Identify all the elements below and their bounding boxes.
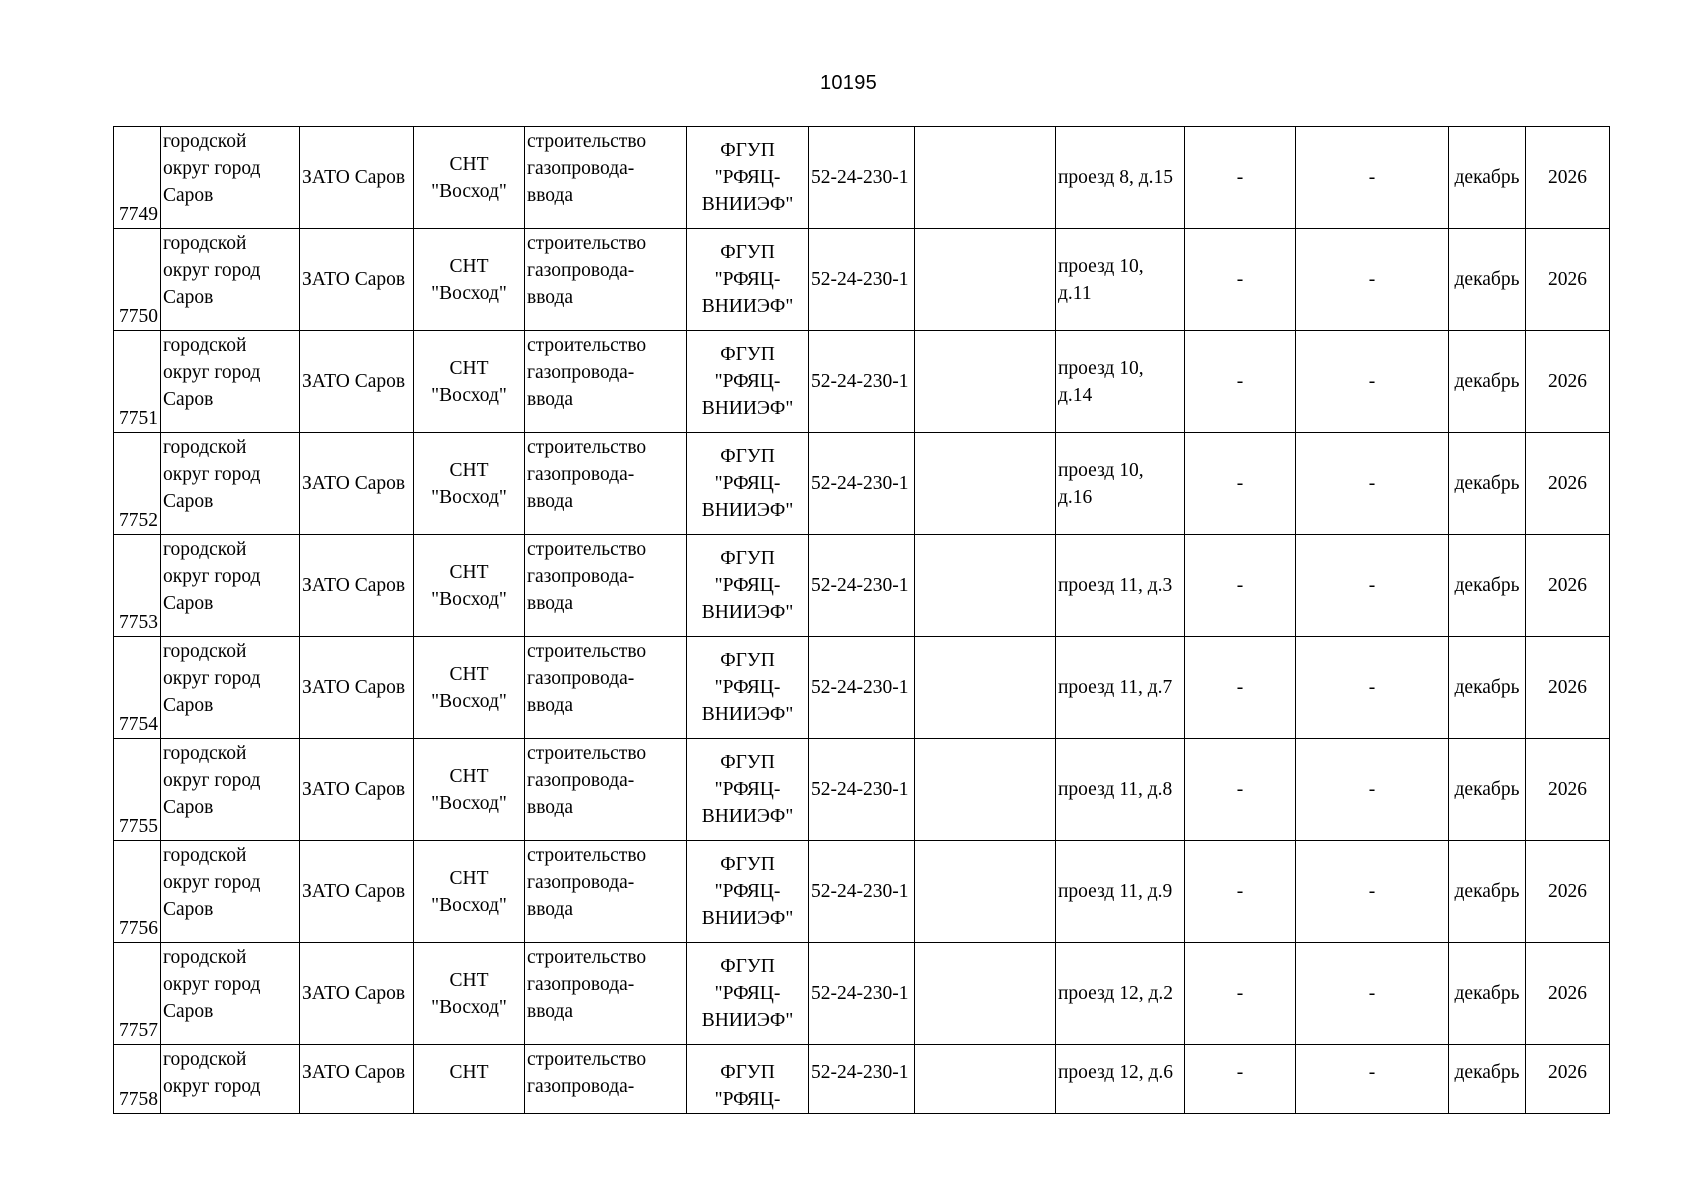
work-type-cell — [525, 1045, 687, 1114]
dash-cell-text: - — [1236, 881, 1244, 902]
municipality-cell-text: ЗАТО Саров — [302, 473, 406, 494]
district-cell-text: городской округ город Саров — [163, 743, 261, 818]
settlement-cell-text: СНТ "Восход" — [431, 867, 507, 916]
code-cell-text: 52-24-230-1 — [811, 677, 909, 698]
work-type-cell — [525, 433, 687, 535]
municipality-cell — [300, 841, 414, 943]
row-number — [114, 433, 161, 535]
dash-cell-text: - — [1236, 1062, 1244, 1083]
settlement-cell — [414, 433, 525, 535]
table-row — [114, 943, 1610, 1045]
address-cell-text: проезд 12, д.2 — [1058, 983, 1174, 1004]
year-cell-text: 2026 — [1548, 881, 1587, 902]
municipality-cell-text: ЗАТО Саров — [302, 983, 406, 1004]
row-number — [114, 331, 161, 433]
dash-cell — [1296, 127, 1449, 229]
district-cell — [161, 943, 300, 1045]
dash-cell — [1185, 739, 1296, 841]
municipality-cell — [300, 943, 414, 1045]
municipality-cell-text: ЗАТО Саров — [302, 575, 406, 596]
work-type-cell-text: строительство газопровода- ввода — [527, 437, 647, 512]
address-cell-text: проезд 10, д.11 — [1058, 255, 1144, 304]
dash-cell — [1185, 943, 1296, 1045]
dash-cell-text: - — [1368, 473, 1376, 494]
dash-cell-text: - — [1236, 677, 1244, 698]
address-cell-text: проезд 12, д.6 — [1058, 1062, 1174, 1083]
row-number — [114, 127, 161, 229]
address-cell — [1056, 331, 1185, 433]
year-cell — [1526, 535, 1610, 637]
district-cell-text: городской округ город Саров — [163, 947, 261, 1022]
address-cell-text: проезд 11, д.7 — [1058, 677, 1173, 698]
month-cell-text: декабрь — [1454, 983, 1520, 1004]
district-cell — [161, 433, 300, 535]
settlement-cell — [414, 841, 525, 943]
dash-cell — [1185, 841, 1296, 943]
work-type-cell-text: строительство газопровода- ввода — [527, 233, 647, 308]
month-cell-text: декабрь — [1454, 779, 1520, 800]
code-cell-text: 52-24-230-1 — [811, 779, 909, 800]
dash-cell-text: - — [1236, 779, 1244, 800]
municipality-cell-text: ЗАТО Саров — [302, 881, 406, 902]
row-number — [114, 739, 161, 841]
work-type-cell-text: строительство газопровода- ввода — [527, 131, 647, 206]
month-cell — [1449, 739, 1526, 841]
district-cell — [161, 229, 300, 331]
empty-cell — [915, 1045, 1056, 1114]
settlement-cell — [414, 1045, 525, 1114]
municipality-cell-text: ЗАТО Саров — [302, 1062, 406, 1083]
code-cell-text: 52-24-230-1 — [811, 269, 909, 290]
dash-cell-text: - — [1236, 371, 1244, 392]
row-number-text: 7750 — [119, 306, 158, 327]
work-type-cell-text: строительство газопровода- ввода — [527, 845, 647, 920]
row-number-text: 7751 — [119, 408, 158, 429]
year-cell-text: 2026 — [1548, 575, 1587, 596]
code-cell — [809, 637, 915, 739]
code-cell — [809, 841, 915, 943]
work-type-cell — [525, 637, 687, 739]
municipality-cell — [300, 1045, 414, 1114]
row-number-text: 7754 — [119, 714, 158, 735]
municipality-cell-text: ЗАТО Саров — [302, 167, 406, 188]
code-cell-text: 52-24-230-1 — [811, 881, 909, 902]
settlement-cell-text: СНТ "Восход" — [431, 255, 507, 304]
municipality-cell — [300, 637, 414, 739]
settlement-cell — [414, 739, 525, 841]
dash-cell-text: - — [1368, 881, 1376, 902]
year-cell-text: 2026 — [1548, 473, 1587, 494]
dash-cell — [1185, 433, 1296, 535]
dash-cell — [1296, 943, 1449, 1045]
registry-table — [113, 126, 1610, 1114]
address-cell — [1056, 535, 1185, 637]
code-cell — [809, 1045, 915, 1114]
dash-cell-text: - — [1368, 167, 1376, 188]
table-row — [114, 433, 1610, 535]
organization-cell — [687, 229, 809, 331]
organization-cell — [687, 1045, 809, 1114]
empty-cell — [915, 535, 1056, 637]
empty-cell — [915, 331, 1056, 433]
work-type-cell-text: строительство газопровода- ввода — [527, 743, 647, 818]
month-cell — [1449, 433, 1526, 535]
year-cell — [1526, 637, 1610, 739]
page-number: 10195 — [819, 72, 878, 94]
organization-cell — [687, 943, 809, 1045]
row-number — [114, 841, 161, 943]
year-cell — [1526, 1045, 1610, 1114]
dash-cell-text: - — [1236, 575, 1244, 596]
organization-cell-text: ФГУП "РФЯЦ- ВНИИЭФ" — [701, 140, 794, 215]
dash-cell — [1296, 331, 1449, 433]
row-number — [114, 535, 161, 637]
address-cell — [1056, 637, 1185, 739]
row-number-text: 7756 — [119, 918, 158, 939]
year-cell — [1526, 433, 1610, 535]
code-cell-text: 52-24-230-1 — [811, 473, 909, 494]
municipality-cell — [300, 127, 414, 229]
settlement-cell — [414, 943, 525, 1045]
year-cell-text: 2026 — [1548, 371, 1587, 392]
month-cell — [1449, 943, 1526, 1045]
work-type-cell-text: строительство газопровода- ввода — [527, 539, 647, 614]
address-cell-text: проезд 11, д.9 — [1058, 881, 1173, 902]
dash-cell-text: - — [1236, 167, 1244, 188]
row-number-text: 7752 — [119, 510, 158, 531]
row-number — [114, 1045, 161, 1114]
dash-cell-text: - — [1236, 983, 1244, 1004]
dash-cell — [1296, 637, 1449, 739]
month-cell-text: декабрь — [1454, 269, 1520, 290]
district-cell-text: городской округ город Саров — [163, 335, 261, 410]
row-number-text: 7758 — [119, 1089, 158, 1110]
table-row — [114, 1045, 1610, 1114]
district-cell — [161, 739, 300, 841]
row-number — [114, 229, 161, 331]
dash-cell — [1185, 127, 1296, 229]
organization-cell-text: ФГУП "РФЯЦ- — [714, 1062, 781, 1110]
dash-cell-text: - — [1368, 983, 1376, 1004]
district-cell — [161, 331, 300, 433]
year-cell — [1526, 943, 1610, 1045]
district-cell-text: городской округ город Саров — [163, 845, 261, 920]
municipality-cell — [300, 433, 414, 535]
organization-cell-text: ФГУП "РФЯЦ- ВНИИЭФ" — [701, 752, 794, 827]
district-cell-text: городской округ город Саров — [163, 641, 261, 716]
organization-cell — [687, 841, 809, 943]
address-cell — [1056, 841, 1185, 943]
organization-cell — [687, 331, 809, 433]
code-cell — [809, 739, 915, 841]
table-row — [114, 229, 1610, 331]
settlement-cell-text: СНТ "Восход" — [431, 357, 507, 406]
municipality-cell-text: ЗАТО Саров — [302, 371, 406, 392]
year-cell-text: 2026 — [1548, 167, 1587, 188]
municipality-cell — [300, 229, 414, 331]
empty-cell — [915, 739, 1056, 841]
empty-cell — [915, 841, 1056, 943]
organization-cell-text: ФГУП "РФЯЦ- ВНИИЭФ" — [701, 650, 794, 725]
settlement-cell-text: СНТ "Восход" — [431, 663, 507, 712]
address-cell-text: проезд 11, д.3 — [1058, 575, 1173, 596]
address-cell-text: проезд 8, д.15 — [1058, 167, 1174, 188]
row-number — [114, 943, 161, 1045]
work-type-cell — [525, 943, 687, 1045]
table-row — [114, 739, 1610, 841]
table-row — [114, 535, 1610, 637]
dash-cell — [1185, 637, 1296, 739]
organization-cell-text: ФГУП "РФЯЦ- ВНИИЭФ" — [701, 344, 794, 419]
organization-cell — [687, 535, 809, 637]
dash-cell — [1296, 535, 1449, 637]
year-cell — [1526, 229, 1610, 331]
municipality-cell — [300, 331, 414, 433]
organization-cell-text: ФГУП "РФЯЦ- ВНИИЭФ" — [701, 854, 794, 929]
district-cell-text: городской округ город Саров — [163, 437, 261, 512]
year-cell — [1526, 331, 1610, 433]
organization-cell — [687, 739, 809, 841]
year-cell — [1526, 739, 1610, 841]
dash-cell-text: - — [1368, 371, 1376, 392]
empty-cell — [915, 433, 1056, 535]
settlement-cell-text: СНТ — [449, 1062, 489, 1083]
month-cell — [1449, 637, 1526, 739]
organization-cell-text: ФГУП "РФЯЦ- ВНИИЭФ" — [701, 548, 794, 623]
month-cell-text: декабрь — [1454, 473, 1520, 494]
code-cell — [809, 433, 915, 535]
work-type-cell — [525, 739, 687, 841]
settlement-cell-text: СНТ "Восход" — [431, 561, 507, 610]
empty-cell — [915, 127, 1056, 229]
dash-cell-text: - — [1236, 269, 1244, 290]
address-cell-text: проезд 10, д.14 — [1058, 357, 1144, 406]
dash-cell — [1296, 433, 1449, 535]
month-cell — [1449, 127, 1526, 229]
municipality-cell-text: ЗАТО Саров — [302, 779, 406, 800]
municipality-cell — [300, 739, 414, 841]
settlement-cell-text: СНТ "Восход" — [431, 969, 507, 1018]
municipality-cell-text: ЗАТО Саров — [302, 269, 406, 290]
month-cell-text: декабрь — [1454, 371, 1520, 392]
month-cell — [1449, 535, 1526, 637]
code-cell — [809, 229, 915, 331]
code-cell — [809, 535, 915, 637]
organization-cell — [687, 433, 809, 535]
work-type-cell-text: строительство газопровода- ввода — [527, 335, 647, 410]
district-cell — [161, 535, 300, 637]
dash-cell-text: - — [1368, 779, 1376, 800]
month-cell — [1449, 331, 1526, 433]
settlement-cell-text: СНТ "Восход" — [431, 765, 507, 814]
code-cell — [809, 943, 915, 1045]
month-cell-text: декабрь — [1454, 575, 1520, 596]
year-cell-text: 2026 — [1548, 269, 1587, 290]
month-cell — [1449, 229, 1526, 331]
row-number-text: 7753 — [119, 612, 158, 633]
empty-cell — [915, 637, 1056, 739]
work-type-cell-text: строительство газопровода- — [527, 1049, 647, 1097]
work-type-cell — [525, 841, 687, 943]
month-cell-text: декабрь — [1454, 167, 1520, 188]
table-row — [114, 331, 1610, 433]
row-number-text: 7757 — [119, 1020, 158, 1041]
address-cell — [1056, 739, 1185, 841]
code-cell — [809, 127, 915, 229]
code-cell-text: 52-24-230-1 — [811, 1062, 909, 1083]
year-cell-text: 2026 — [1548, 1062, 1587, 1083]
district-cell — [161, 841, 300, 943]
dash-cell-text: - — [1368, 677, 1376, 698]
district-cell-text: городской округ город Саров — [163, 233, 261, 308]
municipality-cell-text: ЗАТО Саров — [302, 677, 406, 698]
year-cell-text: 2026 — [1548, 677, 1587, 698]
month-cell — [1449, 1045, 1526, 1114]
month-cell-text: декабрь — [1454, 1062, 1520, 1083]
organization-cell-text: ФГУП "РФЯЦ- ВНИИЭФ" — [701, 446, 794, 521]
address-cell — [1056, 229, 1185, 331]
month-cell-text: декабрь — [1454, 881, 1520, 902]
settlement-cell-text: СНТ "Восход" — [431, 153, 507, 202]
dash-cell-text: - — [1368, 575, 1376, 596]
work-type-cell — [525, 127, 687, 229]
organization-cell-text: ФГУП "РФЯЦ- ВНИИЭФ" — [701, 242, 794, 317]
code-cell-text: 52-24-230-1 — [811, 575, 909, 596]
settlement-cell — [414, 535, 525, 637]
settlement-cell — [414, 331, 525, 433]
settlement-cell — [414, 229, 525, 331]
dash-cell — [1296, 739, 1449, 841]
year-cell-text: 2026 — [1548, 779, 1587, 800]
municipality-cell — [300, 535, 414, 637]
address-cell-text: проезд 11, д.8 — [1058, 779, 1173, 800]
code-cell-text: 52-24-230-1 — [811, 167, 909, 188]
dash-cell — [1185, 331, 1296, 433]
row-number — [114, 637, 161, 739]
dash-cell — [1296, 1045, 1449, 1114]
table-row — [114, 637, 1610, 739]
code-cell — [809, 331, 915, 433]
code-cell-text: 52-24-230-1 — [811, 983, 909, 1004]
code-cell-text: 52-24-230-1 — [811, 371, 909, 392]
registry-table-body — [114, 127, 1610, 1114]
dash-cell-text: - — [1368, 1062, 1376, 1083]
work-type-cell-text: строительство газопровода- ввода — [527, 641, 647, 716]
year-cell — [1526, 127, 1610, 229]
work-type-cell — [525, 229, 687, 331]
dash-cell-text: - — [1368, 269, 1376, 290]
address-cell — [1056, 433, 1185, 535]
month-cell — [1449, 841, 1526, 943]
row-number-text: 7755 — [119, 816, 158, 837]
year-cell-text: 2026 — [1548, 983, 1587, 1004]
district-cell-text: городской округ город — [163, 1049, 261, 1097]
district-cell-text: городской округ город Саров — [163, 131, 261, 206]
table-row — [114, 841, 1610, 943]
dash-cell-text: - — [1236, 473, 1244, 494]
work-type-cell — [525, 535, 687, 637]
dash-cell — [1185, 1045, 1296, 1114]
district-cell — [161, 1045, 300, 1114]
address-cell — [1056, 127, 1185, 229]
district-cell — [161, 127, 300, 229]
empty-cell — [915, 943, 1056, 1045]
settlement-cell-text: СНТ "Восход" — [431, 459, 507, 508]
organization-cell-text: ФГУП "РФЯЦ- ВНИИЭФ" — [701, 956, 794, 1031]
district-cell-text: городской округ город Саров — [163, 539, 261, 614]
month-cell-text: декабрь — [1454, 677, 1520, 698]
dash-cell — [1296, 229, 1449, 331]
dash-cell — [1185, 229, 1296, 331]
empty-cell — [915, 229, 1056, 331]
district-cell — [161, 637, 300, 739]
organization-cell — [687, 637, 809, 739]
address-cell — [1056, 943, 1185, 1045]
work-type-cell — [525, 331, 687, 433]
organization-cell — [687, 127, 809, 229]
dash-cell — [1296, 841, 1449, 943]
address-cell — [1056, 1045, 1185, 1114]
row-number-text: 7749 — [119, 204, 158, 225]
settlement-cell — [414, 127, 525, 229]
address-cell-text: проезд 10, д.16 — [1058, 459, 1144, 508]
settlement-cell — [414, 637, 525, 739]
dash-cell — [1185, 535, 1296, 637]
work-type-cell-text: строительство газопровода- ввода — [527, 947, 647, 1022]
year-cell — [1526, 841, 1610, 943]
table-row — [114, 127, 1610, 229]
